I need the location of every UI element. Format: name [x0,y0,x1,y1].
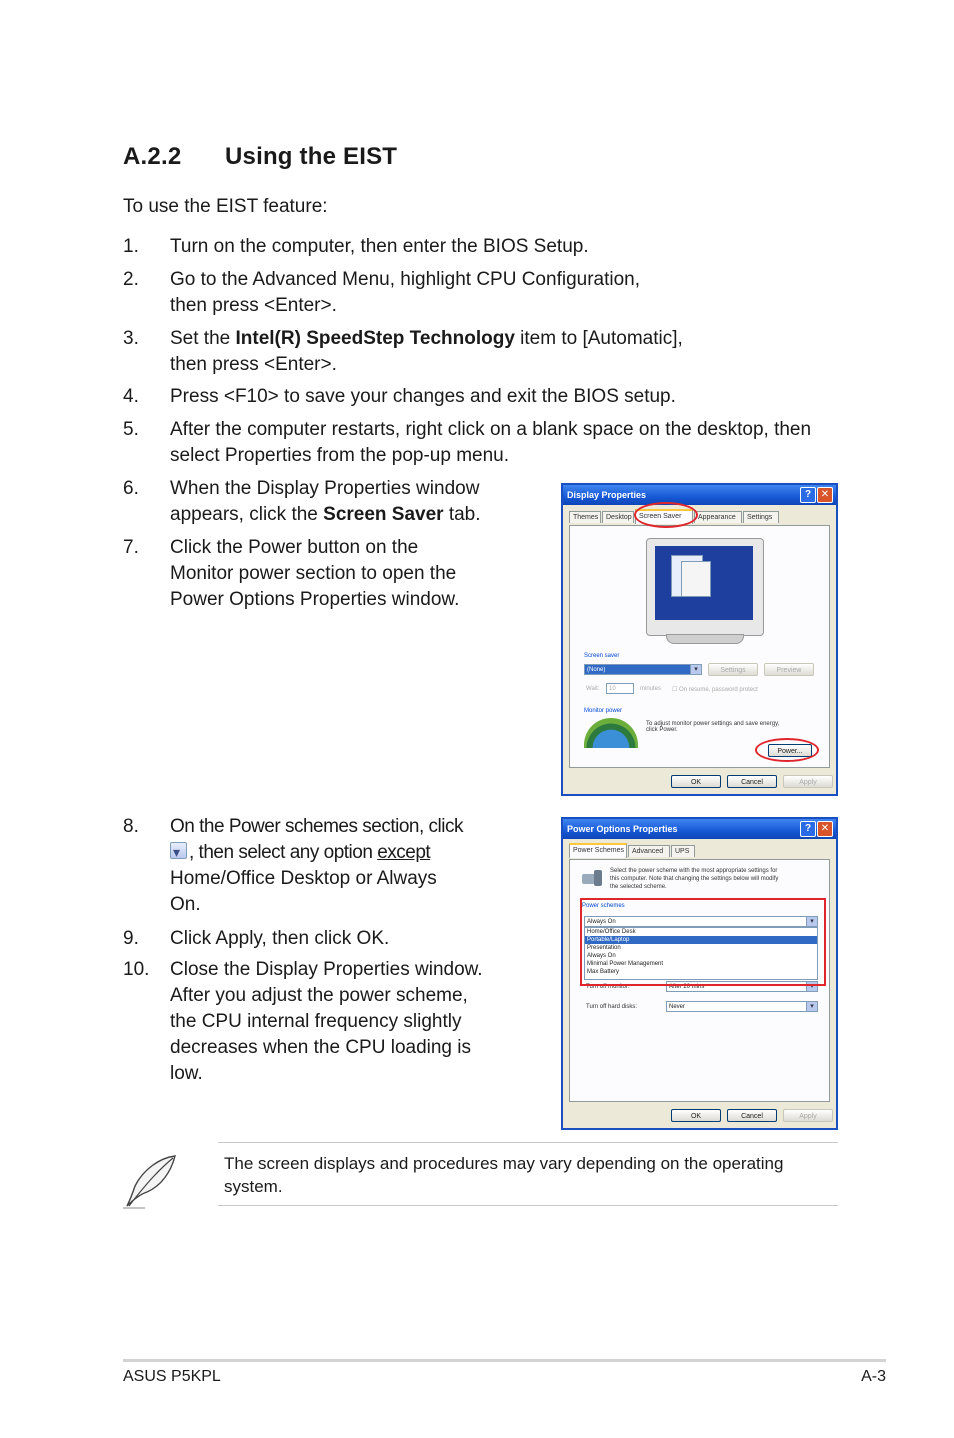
list-item[interactable]: Presentation [587,945,621,951]
wait-input[interactable]: 10 [606,683,634,694]
chevron-down-icon: ▾ [806,1002,817,1011]
footer-page-number: A-3 [861,1368,886,1385]
monitor-preview-icon [646,538,764,636]
close-icon[interactable]: ✕ [817,821,833,837]
power-schemes-highlight [580,898,826,986]
tab-themes[interactable]: Themes [569,511,601,523]
section-heading [123,143,397,171]
list-item[interactable]: Portable/Laptop [585,936,817,944]
screen-saver-tab-highlight [634,502,698,528]
dropdown-arrow-icon [170,842,187,859]
turn-off-monitor-select[interactable]: After 20 mins ▾ [666,981,818,992]
ok-button[interactable]: OK [671,775,721,788]
turn-off-hard-disks-select[interactable]: Never ▾ [666,1001,818,1012]
note-top-rule [218,1142,838,1143]
password-checkbox-label[interactable]: ☐ On resume, password protect [672,687,758,693]
turn-off-monitor-label: Turn off monitor: [586,984,630,990]
tab-appearance[interactable]: Appearance [694,511,742,523]
note-bottom-rule [218,1205,838,1206]
power-button[interactable]: Power... [768,744,812,757]
help-icon[interactable]: ? [800,821,816,837]
power-schemes-select[interactable]: Always On ▾ [584,916,818,927]
tab-screen-saver[interactable]: Screen Saver [635,509,693,524]
wait-label: Wait: [586,686,600,692]
display-properties-window [561,483,838,796]
list-item[interactable]: Max Battery [587,969,620,975]
tab-ups[interactable]: UPS [671,845,695,857]
power-schemes-description: Select the power scheme with the most appropriate settings for this computer. Note that changing the settings below will modify the selected scheme. [610,868,779,890]
list-item[interactable]: Home/Office Desk [587,929,636,935]
monitor-power-text: To adjust monitor power settings and save energy, click Power. [646,721,780,733]
monitor-stand-icon [666,634,744,644]
preview-button[interactable]: Preview [764,663,814,676]
settings-button[interactable]: Settings [708,663,758,676]
note-text: The screen displays and procedures may vary depending on the operating system. [224,1154,784,1196]
cancel-button[interactable]: Cancel [727,775,777,788]
list-item[interactable]: Always On [587,953,616,959]
tab-settings[interactable]: Settings [743,511,779,523]
help-icon[interactable]: ? [800,487,816,503]
tab-advanced[interactable]: Advanced [628,845,670,857]
section-number: A.2.2 [123,143,182,170]
section-title: Using the EIST [225,143,398,170]
minutes-label: minutes [640,686,662,692]
power-plug-icon [580,868,604,888]
tab-desktop[interactable]: Desktop [602,511,634,523]
cancel-button[interactable]: Cancel [727,1109,777,1122]
tab-power-schemes[interactable]: Power Schemes [569,843,627,858]
intro-text: To use the EIST feature: [123,196,328,217]
footer-rule [123,1359,886,1362]
list-item[interactable]: Minimal Power Management [587,961,664,967]
apply-button[interactable]: Apply [783,775,833,788]
power-schemes-group-label: Power schemes [582,903,625,909]
screen-saver-group-label: Screen saver [584,653,620,659]
chevron-down-icon: ▾ [806,982,817,991]
screen-saver-select[interactable]: (None) ▾ [584,664,702,675]
screen-saver-panel [569,525,830,768]
ok-button[interactable]: OK [671,1109,721,1122]
chevron-down-icon: ▾ [690,665,701,674]
power-button-highlight [755,738,819,762]
footer-product: ASUS P5KPL [123,1368,221,1385]
chevron-down-icon: ▾ [806,917,817,926]
apply-button[interactable]: Apply [783,1109,833,1122]
display-properties-titlebar: Display Properties ? ✕ [563,485,836,505]
turn-off-hard-disks-label: Turn off hard disks: [586,1004,638,1010]
close-icon[interactable]: ✕ [817,487,833,503]
energy-globe-icon [584,718,638,748]
power-options-titlebar: Power Options Properties ? ✕ [563,819,836,839]
power-options-window [561,817,838,1130]
monitor-power-group-label: Monitor power [584,708,623,714]
note-feather-icon [121,1152,181,1210]
